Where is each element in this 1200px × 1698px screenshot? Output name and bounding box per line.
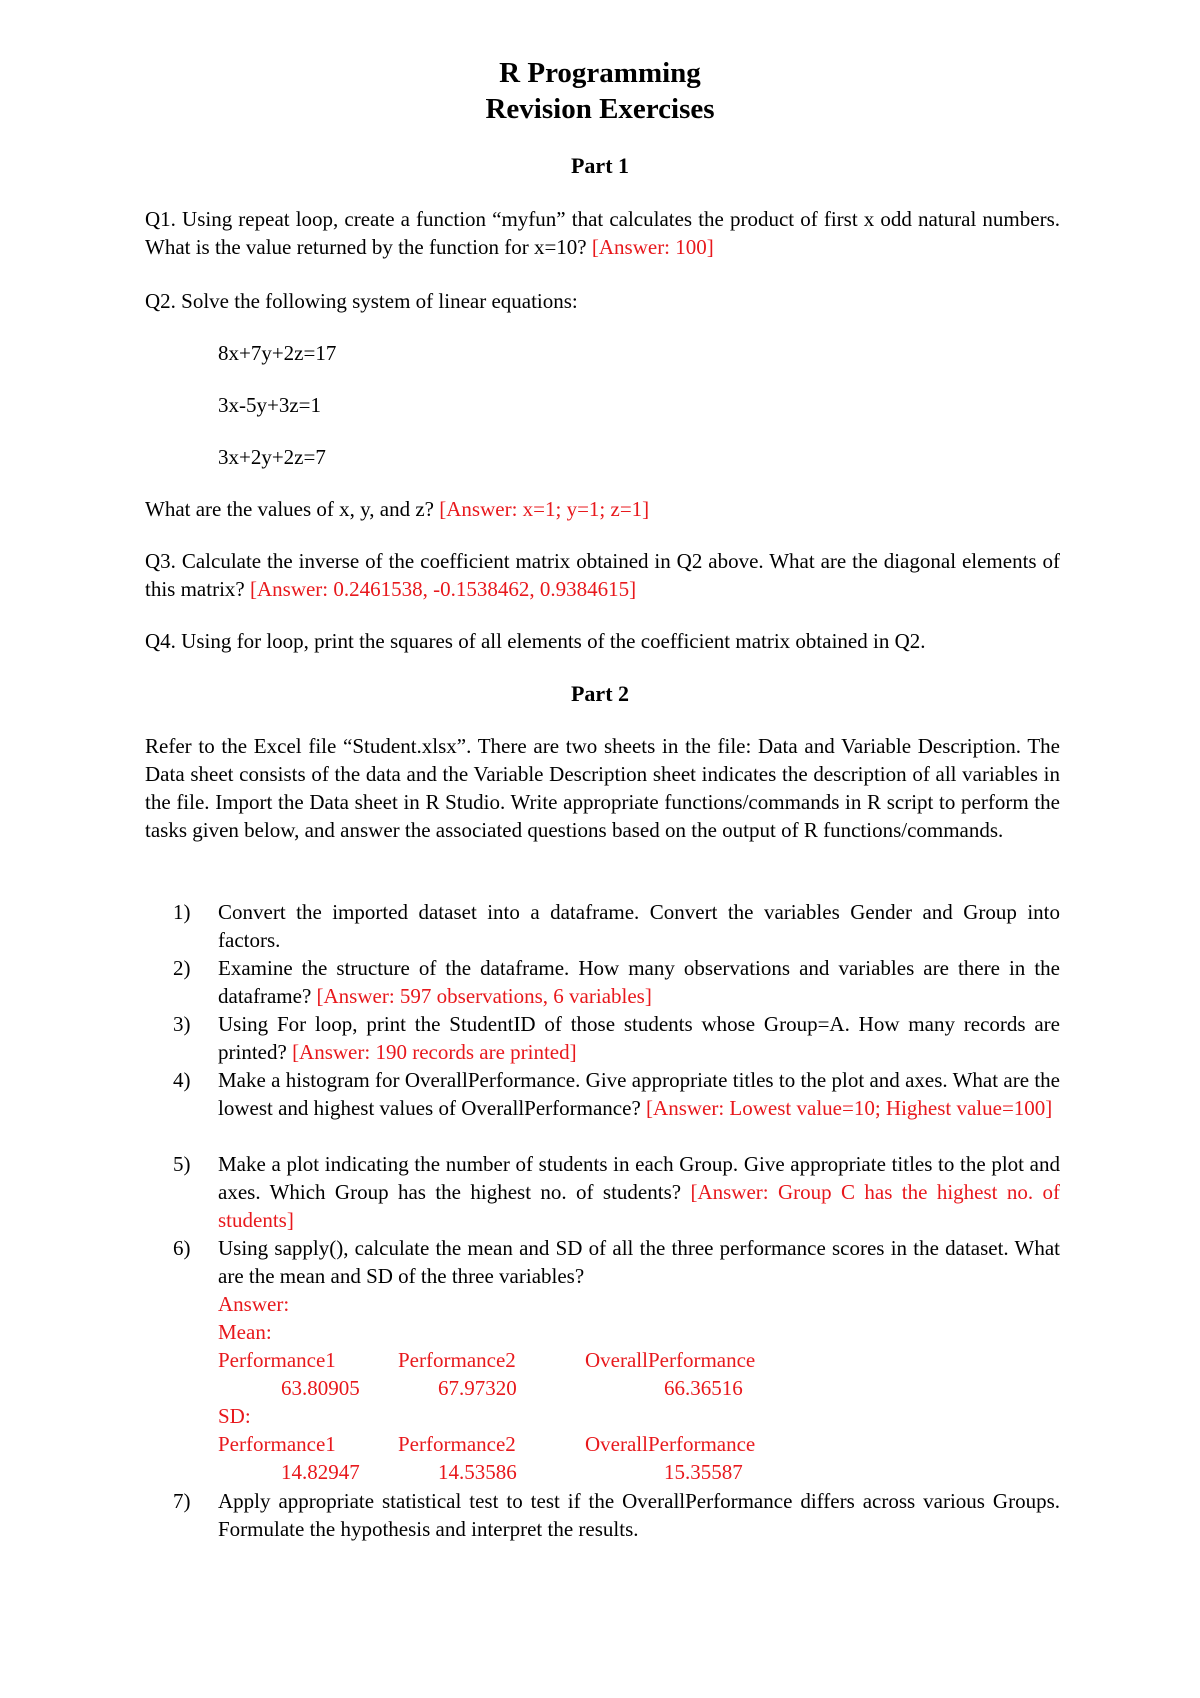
- item-6: [218, 1234, 1060, 1290]
- item-4: [218, 1066, 1060, 1122]
- item-5-number: 5): [173, 1152, 191, 1176]
- question-2-question-text: What are the values of x, y, and z?: [145, 497, 435, 521]
- mean-col-header-3: OverallPerformance: [585, 1348, 756, 1372]
- question-3-text: Q3. Calculate the inverse of the coefficient matrix obtained in Q2 above. What are the diagonal elements of this matrix?: [145, 549, 1060, 601]
- question-4-text: Q4. Using for loop, print the squares of all elements of the coefficient matrix obtained in Q2.: [145, 629, 926, 653]
- question-1-text: Q1. Using repeat loop, create a function “myfun” that calculates the product of first x odd natural numbers. What is the value returned by the function for x=10?: [145, 207, 1060, 259]
- item-6-answer-label: Answer:: [218, 1292, 290, 1316]
- item-5: [218, 1150, 1060, 1234]
- question-3-answer: [Answer: 0.2461538, -0.1538462, 0.9384615]: [249, 577, 637, 601]
- question-3: [145, 547, 1060, 603]
- item-7-number: 7): [173, 1489, 191, 1513]
- item-6-number: 6): [173, 1236, 191, 1260]
- document-title: R Programming: [499, 57, 701, 89]
- item-5-text: Make a plot indicating the number of students in each Group. Give appropriate titles to the plot and axes. Which Group has the highest no. of students?: [218, 1152, 1060, 1204]
- sd-col-header-1: Performance1: [218, 1432, 336, 1456]
- sd-col-header-2: Performance2: [398, 1432, 516, 1456]
- part1-heading: Part 1: [570, 153, 630, 178]
- question-1-answer: [Answer: 100]: [591, 235, 714, 259]
- item-7: [218, 1487, 1060, 1543]
- equation-2: 3x-5y+3z=1: [218, 393, 322, 417]
- part2-intro: Refer to the Excel file “Student.xlsx”. There are two sheets in the file: Data and Variable Description. The Data sheet consists of the data and the Variable Description sheet indicates the description of all variables in the file. Import the Data sheet in R Studio. Write appropriate functions/commands in R script to perform the tasks given below, and answer the associated questions based on the output of R functions/commands.: [145, 734, 1060, 842]
- item-1: [218, 898, 1060, 954]
- item-3-answer: [Answer: 190 records are printed]: [292, 1040, 577, 1064]
- sd-value-1: 14.82947: [281, 1460, 360, 1484]
- item-5-answer: [Answer: Group C has the highest no. of students]: [218, 1180, 1060, 1232]
- item-2-number: 2): [173, 956, 191, 980]
- item-3: [218, 1010, 1060, 1066]
- question-2-text: Q2. Solve the following system of linear equations:: [145, 289, 578, 313]
- mean-value-3: 66.36516: [664, 1376, 743, 1400]
- part2-heading: Part 2: [570, 681, 630, 706]
- document-subtitle: Revision Exercises: [485, 93, 715, 125]
- item-2: [218, 954, 1060, 1010]
- question-1: [145, 205, 1060, 261]
- item-2-answer: [Answer: 597 observations, 6 variables]: [316, 984, 652, 1008]
- item-3-number: 3): [173, 1012, 191, 1036]
- mean-value-1: 63.80905: [281, 1376, 360, 1400]
- equation-1: 8x+7y+2z=17: [218, 341, 337, 365]
- sd-value-2: 14.53586: [438, 1460, 517, 1484]
- item-1-text: Convert the imported dataset into a dataframe. Convert the variables Gender and Group into factors.: [218, 900, 1060, 952]
- mean-col-header-2: Performance2: [398, 1348, 516, 1372]
- item-4-text: Make a histogram for OverallPerformance. Give appropriate titles to the plot and axes. What are the lowest and highest values of OverallPerformance?: [218, 1068, 1060, 1120]
- item-3-text: Using For loop, print the StudentID of those students whose Group=A. How many records are printed?: [218, 1012, 1060, 1064]
- item-4-answer: [Answer: Lowest value=10; Highest value=100]: [646, 1096, 1053, 1120]
- mean-col-header-1: Performance1: [218, 1348, 336, 1372]
- item-1-number: 1): [173, 900, 191, 924]
- sd-col-header-3: OverallPerformance: [585, 1432, 756, 1456]
- item-7-text: Apply appropriate statistical test to test if the OverallPerformance differs across various Groups. Formulate the hypothesis and interpret the results.: [218, 1489, 1060, 1541]
- mean-label: Mean:: [218, 1320, 272, 1344]
- item-6-text: Using sapply(), calculate the mean and SD of all the three performance scores in the dataset. What are the mean and SD of the three variables?: [218, 1236, 1060, 1288]
- item-4-number: 4): [173, 1068, 191, 1092]
- question-2-question: [145, 495, 1060, 523]
- sd-value-3: 15.35587: [664, 1460, 743, 1484]
- question-2-answer: [Answer: x=1; y=1; z=1]: [439, 497, 650, 521]
- sd-label: SD:: [218, 1404, 251, 1428]
- item-2-text: Examine the structure of the dataframe. How many observations and variables are there in the dataframe?: [218, 956, 1060, 1008]
- mean-value-2: 67.97320: [438, 1376, 517, 1400]
- equation-3: 3x+2y+2z=7: [218, 445, 326, 469]
